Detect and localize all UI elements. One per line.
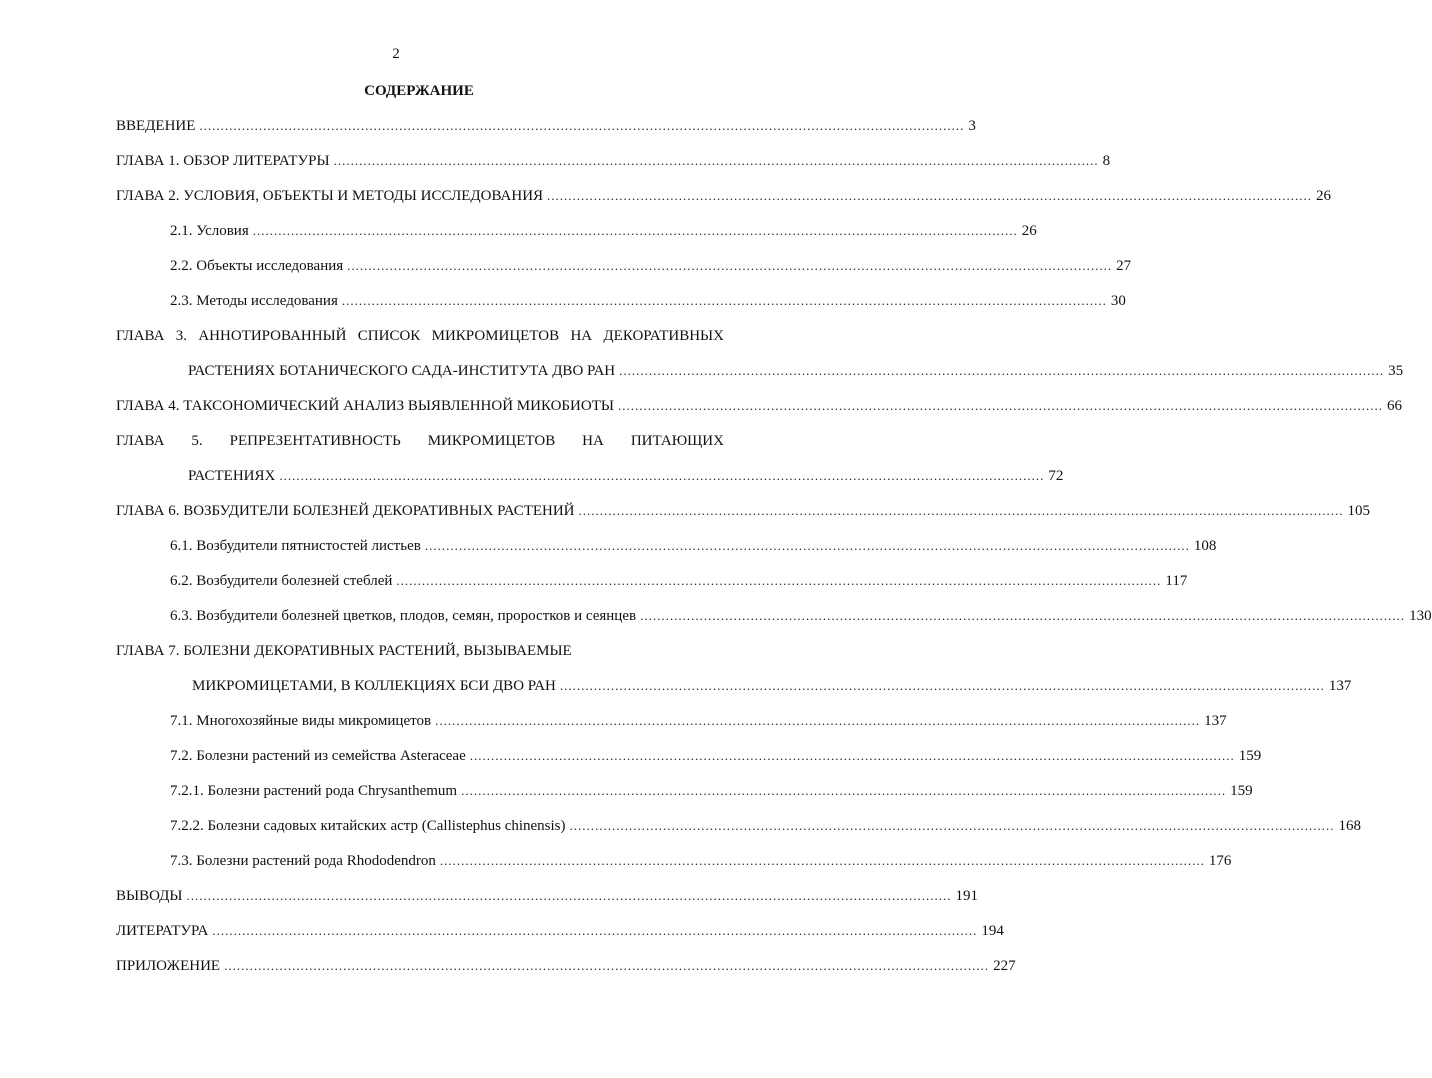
toc-word: РЕПРЕЗЕНТАТИВНОСТЬ [229,433,401,449]
dot-leader: .................................................................................................................................................................................... [341,293,1107,308]
toc-label: ПРИЛОЖЕНИЕ [116,958,221,974]
toc-page: 137 [1204,713,1227,729]
toc-label: 7.2.2. Болезни садовых китайских астр (Callistephus chinensis) [170,818,566,834]
dot-leader: .................................................................................................................................................................................... [279,468,1045,483]
dot-leader: .................................................................................................................................................................................... [461,783,1227,798]
toc-word: ДЕКОРАТИВНЫХ [603,328,724,344]
toc-label: 6.2. Возбудители болезней стеблей [170,573,393,589]
toc-entry-chapter-6[interactable] [116,501,1371,521]
toc-label: ЛИТЕРАТУРА [116,923,209,939]
toc-word: 3. [175,328,188,344]
dot-leader: .................................................................................................................................................................................... [396,573,1162,588]
toc-entry-chapter-1[interactable] [116,151,1111,171]
toc-label: ГЛАВА 7. БОЛЕЗНИ ДЕКОРАТИВНЫХ РАСТЕНИЙ, ВЫЗЫВАЕМЫЕ [116,643,572,659]
toc-word: МИКРОМИЦЕТОВ [431,328,560,344]
toc-label: 7.2. Болезни растений из семейства Asteraceae [170,748,466,764]
dot-leader: .................................................................................................................................................................................... [547,188,1313,203]
toc-entry-7-3[interactable] [170,851,1232,871]
toc-label: ВЫВОДЫ [116,888,183,904]
dot-leader: .................................................................................................................................................................................... [578,503,1344,518]
dot-leader: .................................................................................................................................................................................... [347,258,1113,273]
toc-entry-chapter-7-line1[interactable] [116,641,572,661]
toc-entry-intro[interactable] [116,116,976,136]
toc-page: 35 [1388,363,1404,379]
toc-page: 159 [1230,783,1253,799]
toc-label: 2.3. Методы исследования [170,293,338,309]
toc-entry-chapter-3-line1[interactable] [116,326,724,346]
dot-leader: .................................................................................................................................................................................... [252,223,1018,238]
toc-page: 194 [981,923,1004,939]
dot-leader: .................................................................................................................................................................................... [619,363,1385,378]
dot-leader: .................................................................................................................................................................................... [199,118,965,133]
toc-entry-appendix[interactable] [116,956,1016,976]
dot-leader: .................................................................................................................................................................................... [569,818,1335,833]
dot-leader: .................................................................................................................................................................................... [640,608,1406,623]
toc-page: 159 [1238,748,1262,764]
toc-word: НА [570,328,593,344]
toc-entry-chapter-7-line2[interactable] [192,676,1352,696]
toc-page: 227 [993,958,1016,974]
toc-word: НА [582,433,604,449]
toc-page: 26 [1021,223,1037,239]
toc-entry-2-1[interactable] [170,221,1037,241]
dot-leader: .................................................................................................................................................................................... [333,153,1099,168]
toc-page: 27 [1116,258,1132,274]
toc-page: 3 [968,118,976,134]
toc-word: ПИТАЮЩИХ [630,433,724,449]
toc-entry-literature[interactable] [116,921,1004,941]
toc-page: 117 [1165,573,1188,589]
toc-label: 2.1. Условия [170,223,249,239]
toc-page: 108 [1193,538,1217,554]
toc-page: 176 [1208,853,1232,869]
toc-label: ГЛАВА 6. ВОЗБУДИТЕЛИ БОЛЕЗНЕЙ ДЕКОРАТИВНЫХ РАСТЕНИЙ [116,503,575,519]
toc-entry-chapter-4[interactable] [116,396,1402,416]
toc-entry-conclusions[interactable] [116,886,978,906]
toc-entry-chapter-5-line1[interactable] [116,431,724,451]
toc-word: АННОТИРОВАННЫЙ [198,328,347,344]
toc-entry-chapter-5-line2[interactable] [188,466,1064,486]
toc-word: МИКРОМИЦЕТОВ [427,433,556,449]
toc-page: 26 [1316,188,1332,204]
toc-entry-7-2-2[interactable] [170,816,1362,836]
toc-word: ГЛАВА [116,433,165,449]
toc-entry-7-1[interactable] [170,711,1227,731]
toc-entry-6-1[interactable] [170,536,1217,556]
toc-entry-chapter-2[interactable] [116,186,1332,206]
page-number: 2 [392,46,400,62]
toc-entry-7-2-1[interactable] [170,781,1253,801]
toc-page: 137 [1328,678,1352,694]
dot-leader: .................................................................................................................................................................................... [439,853,1205,868]
toc-label: ГЛАВА 4. ТАКСОНОМИЧЕСКИЙ АНАЛИЗ ВЫЯВЛЕННОЙ МИКОБИОТЫ [116,398,614,414]
toc-label: РАСТЕНИЯХ [188,468,276,484]
toc-page: 66 [1386,398,1402,414]
toc-label: 6.3. Возбудители болезней цветков, плодов, семян, проростков и сеянцев [170,608,637,624]
page-title: СОДЕРЖАНИЕ [364,83,474,99]
toc-label: ГЛАВА 1. ОБЗОР ЛИТЕРАТУРЫ [116,153,330,169]
toc-page: 168 [1338,818,1362,834]
dot-leader: .................................................................................................................................................................................... [224,958,990,973]
toc-entry-chapter-3-line2[interactable] [188,361,1404,381]
toc-label: ВВЕДЕНИЕ [116,118,196,134]
toc-word: ГЛАВА [116,328,165,344]
toc-page: 72 [1048,468,1064,484]
toc-label: 7.3. Болезни растений рода Rhododendron [170,853,436,869]
toc-label: 2.2. Объекты исследования [170,258,344,274]
toc-page: 8 [1102,153,1111,169]
dot-leader: .................................................................................................................................................................................... [617,398,1383,413]
toc-entry-2-3[interactable] [170,291,1126,311]
toc-page: 30 [1110,293,1126,309]
toc-label: РАСТЕНИЯХ БОТАНИЧЕСКОГО САДА-ИНСТИТУТА ДВО РАН [188,363,616,379]
toc-page: 105 [1347,503,1371,519]
toc-word: СПИСОК [357,328,421,344]
toc-page: 191 [955,888,978,904]
toc-page: 130 [1409,608,1432,624]
toc-entry-6-2[interactable] [170,571,1188,591]
dot-leader: .................................................................................................................................................................................... [435,713,1201,728]
toc-word: 5. [191,433,203,449]
dot-leader: .................................................................................................................................................................................... [559,678,1325,693]
dot-leader: .................................................................................................................................................................................... [424,538,1190,553]
toc-label: 7.1. Многохозяйные виды микромицетов [170,713,432,729]
dot-leader: .................................................................................................................................................................................... [186,888,952,903]
toc-label: МИКРОМИЦЕТАМИ, В КОЛЛЕКЦИЯХ БСИ ДВО РАН [192,678,556,694]
toc-entry-7-2[interactable] [170,746,1262,766]
toc-label: 6.1. Возбудители пятнистостей листьев [170,538,421,554]
toc-entry-6-3[interactable] [170,606,1432,626]
toc-label: ГЛАВА 2. УСЛОВИЯ, ОБЪЕКТЫ И МЕТОДЫ ИССЛЕДОВАНИЯ [116,188,544,204]
dot-leader: .................................................................................................................................................................................... [212,923,978,938]
toc-entry-2-2[interactable] [170,256,1132,276]
dot-leader: .................................................................................................................................................................................... [469,748,1235,763]
toc-label: 7.2.1. Болезни растений рода Chrysanthemum [170,783,458,799]
